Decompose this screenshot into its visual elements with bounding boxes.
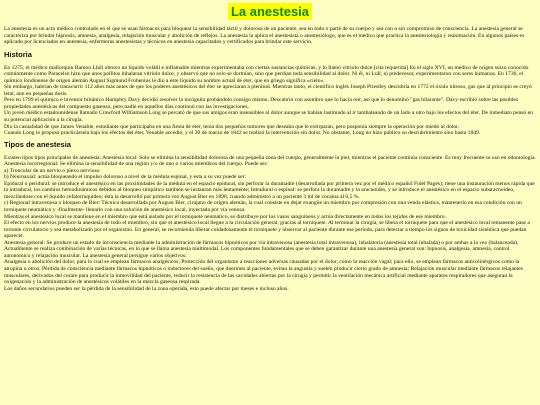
historia-paragraph: Pero en 1799 el químico e inventor británico Humphry Davy decidió resolver la incógnita probándolo consigo mismo. Descubrió con asombro que lo hacía reír, así que lo denominó "gas hilarante". Davy escribió sobre las posibles propiedades anestésicas del compuesto gaseoso, pero nadie en aquellos días continuó con las investigaciones. [4, 97, 519, 110]
tipos-paragraph: Anestesia locorregional: Se elimina la sensibilidad de una región y/o de uno o varios miembros del cuerpo. Puede ser: [4, 161, 268, 168]
tipos-paragraph: Mientras el anestésico local se mantiene en el miembro que está aislado por el torniquete neumático, se distribuye por los vasos sanguíneos y actúa directamente en todos los tejidos de ese miembro. [4, 213, 446, 220]
section-heading-historia: Historia [4, 49, 32, 59]
tipos-paragraph: Existen tipos tipos principales de anestesia: Anestesia local: Solo se elimina la sensibilidad dolorosa de una pequeña zona del cuerpo, generalmente la piel, mientras el paciente continúa consciente. Es muy frecuente su uso en odontología. [4, 154, 536, 161]
tipos-paragraph: b) Neuroaxial: actúa bloqueando el impulso doloroso a nivel de la médula espinal, y esta a su vez puede ser: [4, 174, 247, 181]
intro-paragraph: La anestesia es un acto médico controlado en el que se usan fármacos para bloquear la sensibilidad táctil y dolorosa de un paciente, sea en todo o parte de su cuerpo y sea con o sin compromiso de consciencia. La anestesia general se caracteriza por brindar hipnosis, amnesia, analgesia, relajación muscular y abolición de reflejos. La anestesia la aplica el anestesista o anestesiólogo, que es el médico que practica la anestesiología y reanimación. En algunos países es aplicado por licenciados en anestesia, enfermeras anestesistas y técnicos en anestesia capacitados y certificados para brindar este servicio. [4, 26, 525, 46]
page-title: La anestesia [228, 3, 312, 20]
historia-paragraph: En 1275, el médico mallorquín Ramon Llull obtuvo un líquido volátil e inflamable mientras experimentaba con ciertas sustancias químicas, y lo llamó vitriolo dulce.[cita requerida] En el siglo XVI, un médico de origen suizo conocido comúnmente como Paracelso hizo que unos pollitos inhalaran vitriolo dulce, y observó que no solo se dormían, sino que perdían toda sensibilidad al dolor. Ni él, ni Lull, ni predecesor, experimentaron con seres humanos. En 1730, el químico londinense de origen alemán August Sigmund Frobenius le dio a este líquido su nombre actual de éter, que en griego significa «cielo». [4, 64, 529, 84]
tipos-paragraph: Los daños secundarios pueden ser la pérdida de la sensibilidad de la zona operada, esto puede afectar por meses e incluso años. [4, 285, 289, 292]
tipos-paragraph: a) Troncular de un nervio o plexo nervioso [4, 167, 100, 174]
historia-paragraph: Cuando Long le propuso practicársela bajo los efectos del éter, Venable accedió, y el 30 de marzo de 1842 se realizó la intervención sin dolor. No obstante, Long no hizo público su descubrimiento sino hasta 1849. [4, 130, 481, 137]
historia-paragraph: Dio la casualidad de que James Venable, estudiante que participaba en una fiesta de éter, tenía dos pequeños tumores que deseaba que le extirparan, pero posponía siempre la operación por miedo al dolor. [4, 123, 460, 130]
tipos-paragraph: Anestesia general: Se produce un estado de inconsciencia mediante la administración de fármacos hipnóticos por vía intravenosa (anestesia total intravenosa), inhalatoria (anestesia total inhalada) o por ambas a la vez (balanceada). [4, 239, 519, 246]
tipos-paragraph: Epidural o peridural: se introduce el anestésico en las proximidades de la médula en el espacio epidural, sin perforar la duramadre (desarrollada por primera vez por el médico español Fidel Pagés); tiene una instauración menos rápida que la intradural, los cambios hemodinámicos debidos al bloqueo simpático también se instauran más lentamente; Intradural o espinal: se perfora la duramadre y la aracnoides, y se introduce el anestésico en el espacio subaracnoideo, mezclándose con el líquido cefalorraquídeo; ésta la desarrolló por primera vez August Bier en 1898, cuando administró a un paciente 3 ml de cocaína al 0,5 %. [4, 180, 535, 200]
tipos-paragraph: Analgesia o abolición del dolor, para lo cual se emplean fármacos analgésicos; Protección del organismo a reacciones adversas causadas por el dolor, como la reacción vagal; para ello, se emplean fármacos anticolinérgicos como la atropina u otros; Pérdida de consciencia mediante fármacos hipnóticos o inductores del sueño, que duermen al paciente, evitan la angustia y suelen producir cierto grado de amnesia; Relajación muscular mediante fármacos relajantes musculares, derivados del curare para producir la inmovilidad del paciente, reducir la resistencia de las cavidades abiertas por la cirugía y permitir la ventilación mecánica artificial mediante aparatos respiradores que aseguran la oxigenación y la administración de anestésicos volátiles en la mezcla gaseosa respirada. [4, 259, 523, 286]
historia-paragraph: Sin embargo, habrían de transcurrir 112 años más antes de que los poderes anestésicos del éter se apreciaran a plenitud. Mientras tanto, el científico inglés Joseph Priestley descubría en 1772 el óxido nitroso, gas que al principio se creyó letal, aun en pequeñas dosis. [4, 84, 532, 97]
tipos-paragraph: c) Regional intravenosa o bloqueo de Bier: Técnica desarrollada por August Bier, cirujano de origen alemán, la cual consiste en dejar exangüe un miembro por compresión con una venda elástica, mantenerlo en esa condición con un torniquete neumático y -finalmente- llenarlo con una solución de anestésico local, inyectada por vía venosa. [4, 200, 522, 214]
tipos-paragraph: El efecto en los nervios produce la anestesia de todo el miembro, sin que el anestésico local llegue a la circulación general, gracias al torniquete. Al terminar la cirugía, se libera el torniquete para que el anestésico local remanente pase a torrente circulatorio y sea metabolizado por el organismo. En general, se recomienda liberar cuidadosamente el torniquete y observar al paciente durante ese período, para detectar a tiempo los signos de toxicidad sistémica que puedan aparecer. [4, 220, 530, 240]
historia-paragraph: Un joven médico estadounidense llamado Crawford Williamson Long se percató de que sus amigos eran insensibles al dolor aunque se habían lastimado al ir tambaleando de un lado a otro bajo los efectos del éter. De inmediato pensó en su potencial aplicación a la cirugía. [4, 110, 533, 124]
section-heading-tipos: Tipos de anestesia [4, 139, 71, 149]
title-wrap [4, 3, 536, 21]
tipos-paragraph: Actualmente se realiza combinación de varias técnicas, en lo que se llama anestesia multimodal. Los componentes fundamentales que se deben garantizar durante una anestesia general son: hipnosis, analgesia, amnesia, control autonómico y relajación muscular. La anestesia general persigue varios objetivos: [4, 246, 510, 259]
